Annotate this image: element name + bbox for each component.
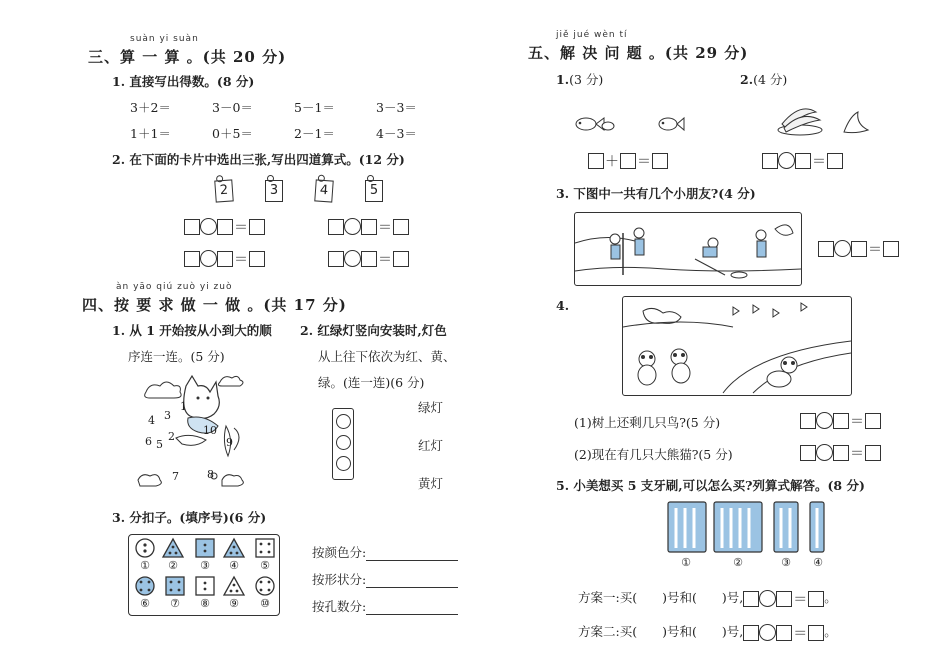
answer-equation-birds[interactable]: ＝ <box>800 410 881 431</box>
section3-title: 三、算 一 算 。(共 20 分) <box>88 48 287 66</box>
section5-title: 五、解 决 问 题 。(共 29 分) <box>528 44 749 62</box>
section3-pinyin: suàn yi suàn <box>130 34 199 44</box>
s5q2-number: 2. <box>740 72 754 87</box>
section5-pinyin: jiě jué wèn tí <box>556 30 628 40</box>
button-label: ⑦ <box>170 597 180 610</box>
dot-number: 7 <box>172 470 179 483</box>
number-card: 5 <box>365 180 383 202</box>
panda-picture <box>622 296 852 396</box>
pack-label: ④ <box>813 556 823 569</box>
calc-item: 3－0＝ <box>212 100 253 115</box>
sort-by-color[interactable]: 按颜色分: <box>312 543 458 561</box>
button-label: ② <box>168 559 178 572</box>
children-picture <box>574 212 802 286</box>
light-label-yellow[interactable]: 黄灯 <box>418 476 444 491</box>
cat-dot-picture <box>136 368 256 496</box>
button-label: ③ <box>200 559 210 572</box>
s5q4-sub1: (1)树上还剩几只鸟?(5 分) <box>574 415 721 430</box>
s5q2-label <box>740 70 787 88</box>
s4q1-line2: 序连一连。(5 分) <box>128 349 225 364</box>
calc-item: 2－1＝ <box>294 126 335 141</box>
sort-by-shape[interactable]: 按形状分: <box>312 570 458 588</box>
sort-by-holes[interactable]: 按孔数分: <box>312 597 458 615</box>
section4-title: 四、按 要 求 做 一 做 。(共 17 分) <box>82 296 347 314</box>
s4q2-line1: 2. 红绿灯竖向安装时,灯色 <box>300 323 447 338</box>
light-circle[interactable] <box>336 435 351 450</box>
s4q3-title: 3. 分扣子。(填序号)(6 分) <box>112 510 267 525</box>
button-label: ⑥ <box>140 597 150 610</box>
light-label-red[interactable]: 红灯 <box>418 438 444 453</box>
button-label: ⑨ <box>229 597 239 610</box>
dot-number: 6 <box>145 435 152 448</box>
answer-equation-banana[interactable]: ＝ <box>762 150 843 171</box>
fish-picture <box>570 110 690 138</box>
s5q1-label <box>556 70 603 88</box>
dot-number: 5 <box>156 438 163 451</box>
calc-item: 3－3＝ <box>376 100 417 115</box>
button-label: ⑤ <box>260 559 270 572</box>
number-card: 2 <box>214 179 233 202</box>
calc-item: 0＋5＝ <box>212 126 253 141</box>
dot-number: 10 <box>203 424 217 437</box>
banana-picture <box>776 102 876 138</box>
button-label: ⑩ <box>260 597 270 610</box>
toothbrush-packs <box>666 498 832 556</box>
s5q3-title: 3. 下图中一共有几个小朋友?(4 分) <box>556 186 756 201</box>
dot-number: 9 <box>226 436 233 449</box>
s5q2-points: (4 分) <box>753 72 788 87</box>
answer-equation-pandas[interactable]: ＝ <box>800 442 881 463</box>
dot-number: 2 <box>168 430 175 443</box>
s3q1-title: 1. 直接写出得数。(8 分) <box>112 74 255 89</box>
dot-number: 3 <box>164 409 171 422</box>
s5q4-label: 4. <box>556 298 570 313</box>
answer-equation[interactable]: ＝ <box>184 248 265 269</box>
button-label: ① <box>140 559 150 572</box>
answer-equation[interactable]: ＝ <box>328 248 409 269</box>
plan1[interactable]: 方案一:买( )号和( )号, ＝ 。 <box>578 590 837 608</box>
s5q4-sub2: (2)现在有几只大熊猫?(5 分) <box>574 447 733 462</box>
light-circle[interactable] <box>336 414 351 429</box>
s4q2-line3: 绿。(连一连)(6 分) <box>318 375 425 390</box>
answer-equation-children[interactable]: ＝ <box>818 238 899 259</box>
button-label: ④ <box>229 559 239 572</box>
pack-label: ② <box>733 556 743 569</box>
light-circle[interactable] <box>336 456 351 471</box>
section4-pinyin: àn yāo qiú zuò yi zuò <box>116 282 233 292</box>
s5q5-title: 5. 小美想买 5 支牙刷,可以怎么买?列算式解答。(8 分) <box>556 478 865 493</box>
dot-number: 8 <box>207 468 214 481</box>
answer-equation[interactable]: ＝ <box>184 216 265 237</box>
calc-item: 1＋1＝ <box>130 126 171 141</box>
number-card: 4 <box>314 179 333 202</box>
s4q2-line2: 从上往下依次为红、黄、 <box>318 349 456 364</box>
s4q1-line1: 1. 从 1 开始按从小到大的顺 <box>112 323 272 338</box>
pack-label: ① <box>681 556 691 569</box>
pack-label: ③ <box>781 556 791 569</box>
plan2[interactable]: 方案二:买( )号和( )号, ＝ 。 <box>578 624 837 642</box>
answer-equation[interactable]: ＝ <box>328 216 409 237</box>
s3q2-title: 2. 在下面的卡片中选出三张,写出四道算式。(12 分) <box>112 152 405 167</box>
traffic-light <box>332 408 354 480</box>
s5q1-number: 1. <box>556 72 570 87</box>
dot-number: 1 <box>180 400 187 413</box>
button-label: ⑧ <box>200 597 210 610</box>
number-card: 3 <box>265 180 283 202</box>
answer-equation-fish[interactable]: ＋ ＝ <box>588 150 668 171</box>
button-panel <box>128 534 280 616</box>
s5q1-points: (3 分) <box>569 72 604 87</box>
calc-item: 5－1＝ <box>294 100 335 115</box>
dot-number: 4 <box>148 414 155 427</box>
light-label-green[interactable]: 绿灯 <box>418 400 444 415</box>
calc-item: 4－3＝ <box>376 126 417 141</box>
calc-item: 3＋2＝ <box>130 100 171 115</box>
